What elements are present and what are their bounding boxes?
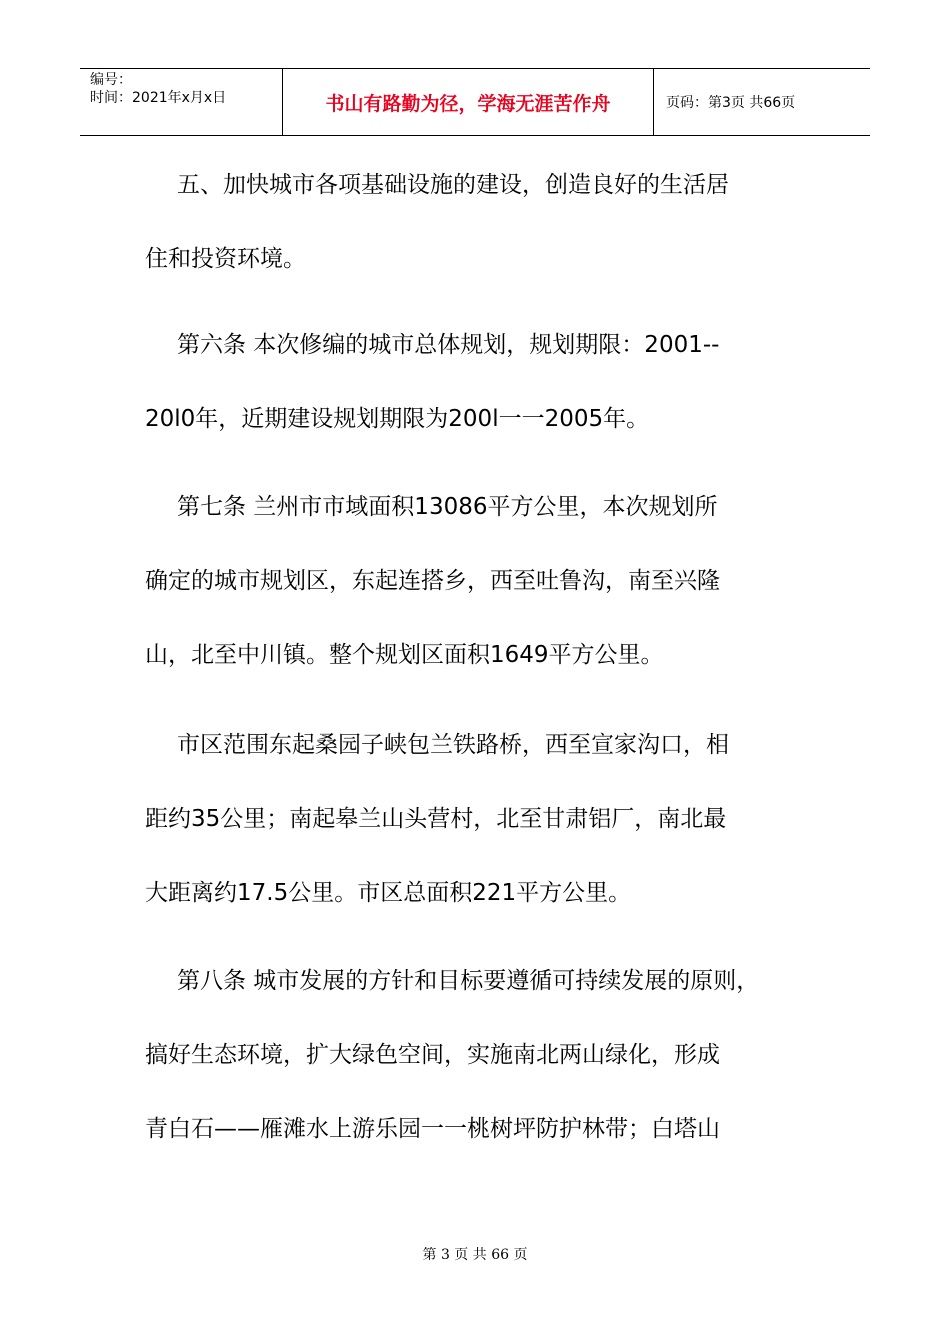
paragraph-line: 大距离约17.5公里。市区总面积221平方公里。	[145, 880, 632, 906]
paragraph-line: 五、加快城市各项基础设施的建设，创造良好的生活居	[177, 172, 729, 198]
paragraph-line: 第八条 城市发展的方针和目标要遵循可持续发展的原则，	[177, 968, 760, 994]
paragraph-line: 第六条 本次修编的城市总体规划，规划期限：2001--	[177, 332, 720, 358]
number-label: 编号：	[90, 72, 132, 88]
date-label: 时间：2021年x月x日	[90, 90, 227, 106]
paragraph-line: 青白石——雁滩水上游乐园一一桃树坪防护林带；白塔山	[145, 1116, 720, 1142]
header-meta	[80, 69, 282, 135]
page-header	[80, 68, 870, 136]
header-page-info: 页码：第3页 共66页	[666, 95, 796, 111]
paragraph-line: 住和投资环境。	[145, 246, 306, 272]
page-footer: 第 3 页 共 66 页	[422, 1247, 528, 1263]
paragraph-line: 山，北至中川镇。整个规划区面积1649平方公里。	[145, 642, 664, 668]
paragraph-line: 市区范围东起桑园子峡包兰铁路桥，西至宣家沟口，相	[177, 732, 729, 758]
header-motto: 书山有路勤为径，学海无涯苦作舟	[325, 92, 611, 115]
paragraph-line: 搞好生态环境，扩大绿色空间，实施南北两山绿化，形成	[145, 1042, 720, 1068]
paragraph-line: 20l0年，近期建设规划期限为200l一一2005年。	[145, 406, 650, 432]
paragraph-line: 确定的城市规划区，东起连搭乡，西至吐鲁沟，南至兴隆	[145, 568, 720, 594]
paragraph-line: 第七条 兰州市市域面积13086平方公里，本次规划所	[177, 494, 718, 520]
paragraph-line: 距约35公里；南起皋兰山头营村，北至甘肃铝厂，南北最	[145, 806, 727, 832]
